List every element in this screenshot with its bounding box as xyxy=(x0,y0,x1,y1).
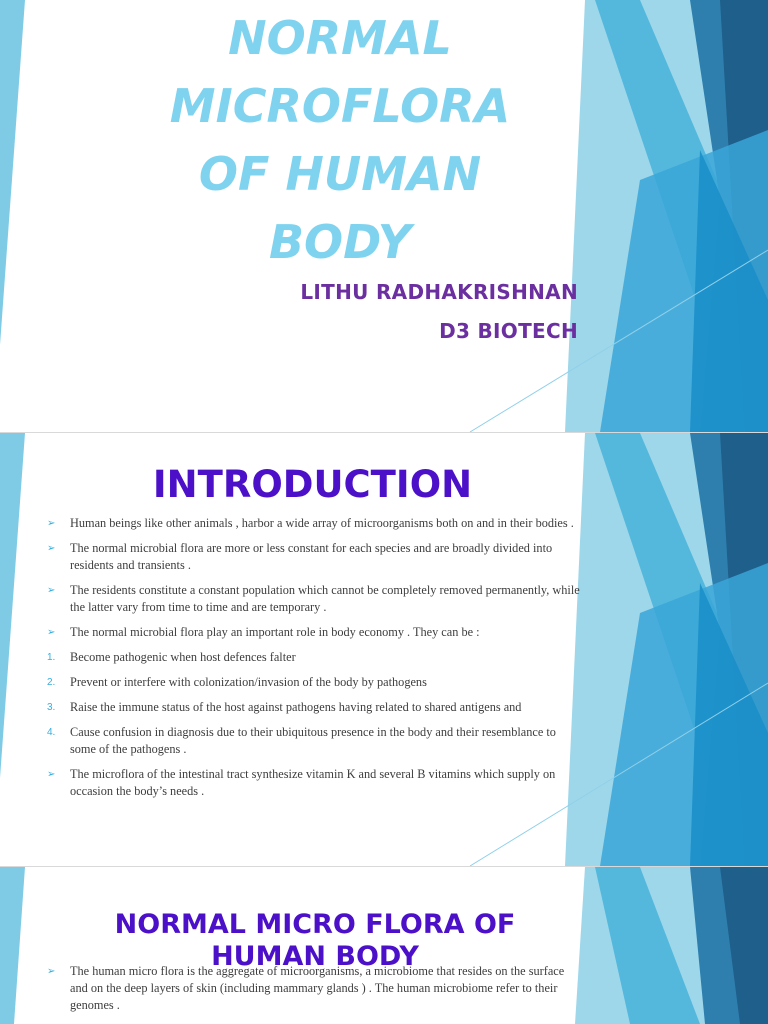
list-item xyxy=(44,540,584,574)
list-item xyxy=(44,649,584,666)
bullet-text: Human beings like other animals , harbor a wide array of microorganisms both on and in their bodies . xyxy=(70,516,574,530)
author-name: LITHU RADHAKRISHNAN xyxy=(300,280,578,304)
list-item xyxy=(44,624,584,641)
bullet-text: The human micro flora is the aggregate of microorganisms, a microbiome that resides on the surface and on the deep layers of skin (including mammary glands ) . The human microbiome refer to their genomes . xyxy=(70,964,565,1012)
arrow-bullet-icon: ➢ xyxy=(47,585,56,596)
slide-heading: INTRODUCTION xyxy=(152,463,473,506)
list-item xyxy=(44,724,584,758)
list-item xyxy=(44,515,584,532)
bullet-text: Raise the immune status of the host against pathogens having related to shared antigens and xyxy=(70,700,522,714)
title-line: BODY xyxy=(268,215,412,269)
title-line: OF HUMAN xyxy=(198,147,482,201)
bullet-list xyxy=(44,963,584,1022)
list-item xyxy=(44,963,584,1014)
microflora-slide xyxy=(0,867,768,1024)
arrow-bullet-icon: ➢ xyxy=(47,543,56,554)
title-slide xyxy=(0,0,768,432)
bullet-text: The normal microbial flora play an important role in body economy . They can be : xyxy=(70,625,480,639)
bullet-list xyxy=(44,515,584,808)
list-item xyxy=(44,674,584,691)
introduction-slide xyxy=(0,433,768,866)
list-item xyxy=(44,766,584,800)
arrow-bullet-icon: ➢ xyxy=(47,518,56,529)
list-number: 4. xyxy=(47,727,56,738)
author-group: D3 BIOTECH xyxy=(439,319,578,343)
title-line: MICROFLORA xyxy=(169,79,511,133)
presentation-title xyxy=(100,4,580,276)
bullet-text: Prevent or interfere with colonization/invasion of the body by pathogens xyxy=(70,675,427,689)
list-number: 3. xyxy=(47,702,56,713)
list-number: 1. xyxy=(47,652,56,663)
bullet-text: Cause confusion in diagnosis due to their ubiquitous presence in the body and their resemblance to some of the pathogens . xyxy=(70,725,556,756)
arrow-bullet-icon: ➢ xyxy=(47,627,56,638)
list-item xyxy=(44,699,584,716)
bullet-text: The residents constitute a constant population which cannot be completely removed permanently, while the latter vary from time to time and are temporary . xyxy=(70,583,580,614)
list-number: 2. xyxy=(47,677,56,688)
list-item xyxy=(44,582,584,616)
title-line: NORMAL xyxy=(228,11,452,65)
bullet-text: Become pathogenic when host defences falter xyxy=(70,650,296,664)
slide-heading: NORMAL MICRO FLORA OF HUMAN BODY xyxy=(114,909,516,972)
bullet-text: The microflora of the intestinal tract synthesize vitamin K and several B vitamins which supply on occasion the body’s needs . xyxy=(70,767,556,798)
arrow-bullet-icon: ➢ xyxy=(47,966,56,977)
bullet-text: The normal microbial flora are more or less constant for each species and are broadly divided into residents and transients . xyxy=(70,541,553,572)
arrow-bullet-icon: ➢ xyxy=(47,769,56,780)
